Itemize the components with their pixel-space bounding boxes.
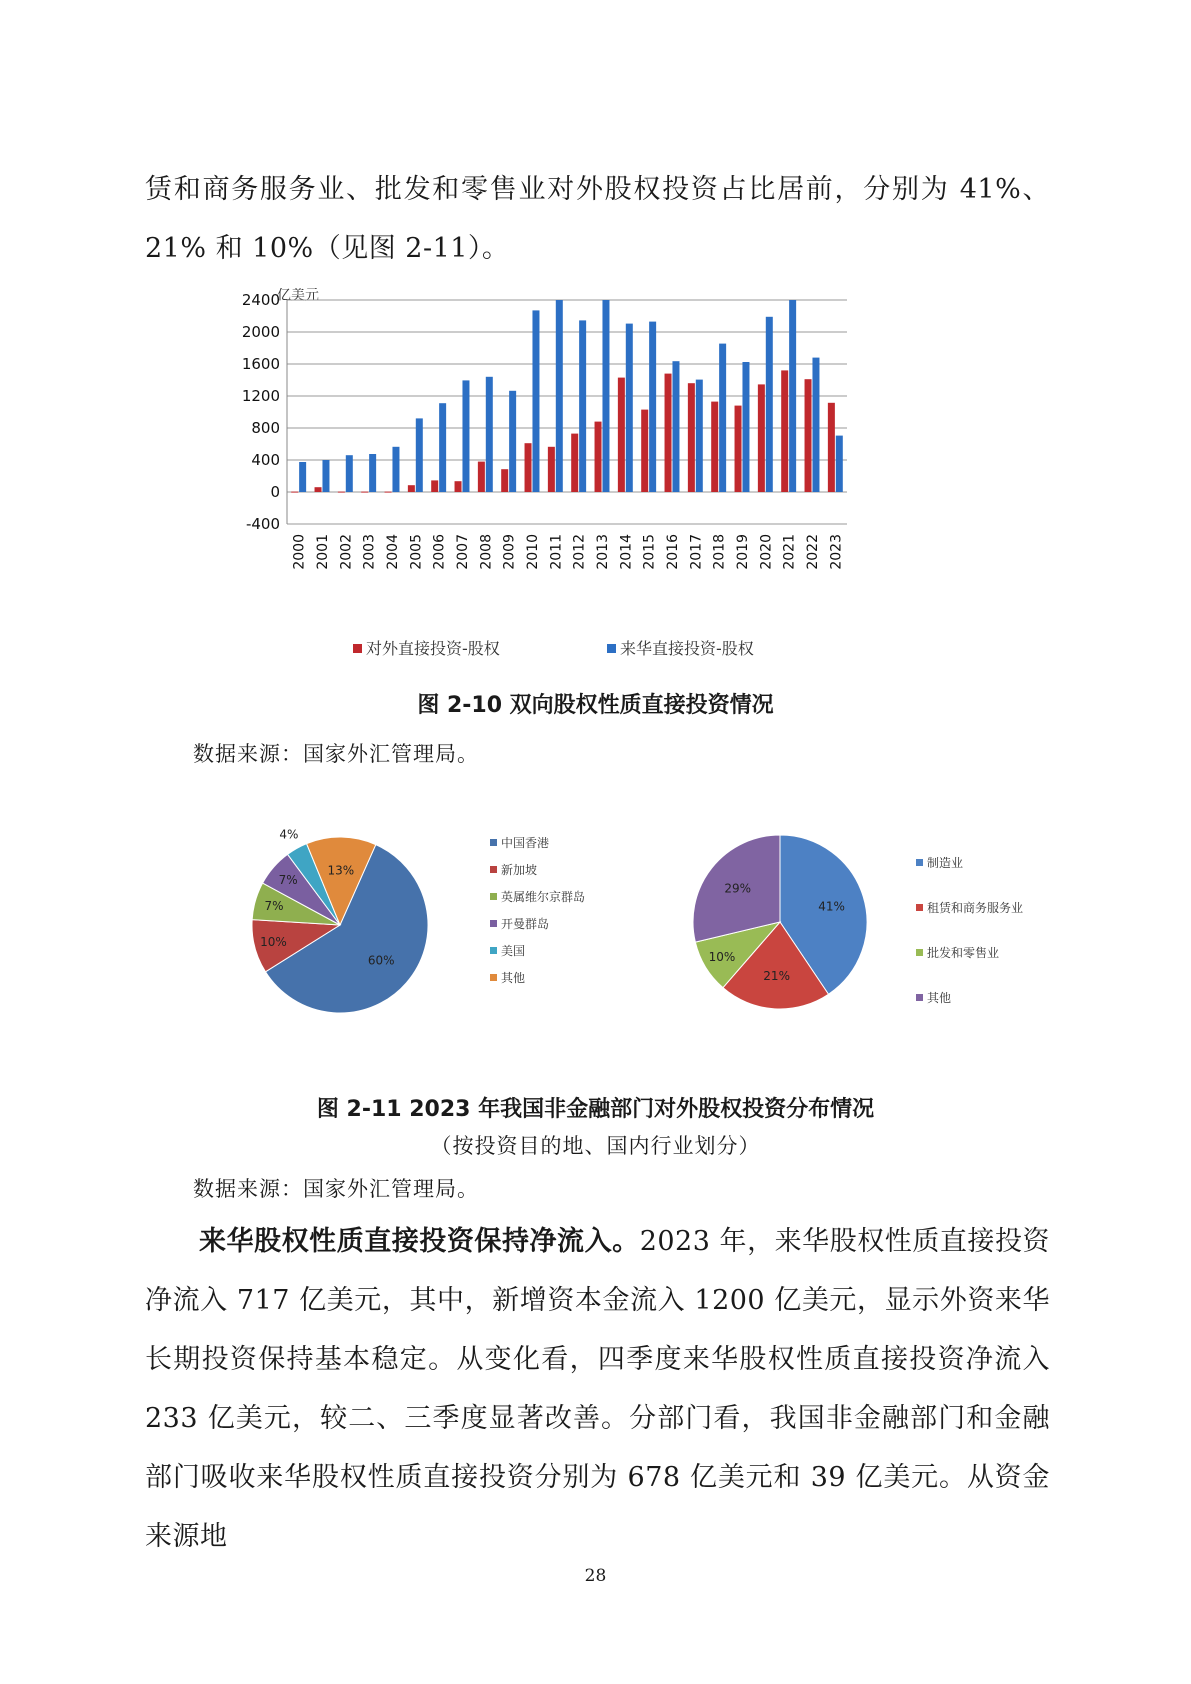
pie-value-label: 10% bbox=[708, 950, 736, 965]
bar-inward-2009 bbox=[509, 391, 516, 492]
pie-value-label: 41% bbox=[818, 899, 845, 914]
bar-inward-2015 bbox=[649, 322, 656, 492]
bar-inward-2013 bbox=[602, 300, 609, 492]
x-tick-label: 2000 bbox=[291, 534, 308, 570]
x-tick-label: 2022 bbox=[805, 534, 821, 570]
bar-inward-2018 bbox=[719, 344, 726, 492]
y-tick-label: 1200 bbox=[241, 387, 280, 405]
x-tick-label: 2020 bbox=[758, 534, 775, 570]
x-tick-label: 2021 bbox=[781, 534, 798, 570]
pie-value-label: 10% bbox=[260, 934, 287, 949]
bar-inward-2023 bbox=[836, 436, 843, 492]
figure-2-11-caption: 图 2-11 2023 年我国非金融部门对外股权投资分布情况 bbox=[316, 1097, 875, 1122]
x-tick-label: 2018 bbox=[711, 534, 728, 570]
legend-label: 其他 bbox=[927, 991, 952, 1005]
bar-outward-2006 bbox=[431, 480, 438, 492]
legend-label: 批发和零售业 bbox=[927, 946, 1000, 960]
x-tick-label: 2006 bbox=[431, 534, 448, 570]
paragraph-body: 2023 年，来华股权性质直接投资净流入 717 亿美元，其中，新增资本金流入 1200 亿美元，显示外资来华长期投资保持基本稳定。从变化看，四季度来华股权性质直接投资净流入 233 亿美元，较二、三季度显著改善。分部门看，我国非金融部门和金融部门吸收来华股权性质直接投资分别为 678 亿美元和 39 亿美元。从资金来源地 bbox=[145, 1226, 1050, 1552]
paragraph-top: 赁和商务服务业、批发和零售业对外股权投资占比居前，分别为 41%、21% 和 10%（见图 2-11）。 bbox=[145, 174, 1050, 264]
y-tick-label: 2400 bbox=[241, 291, 280, 309]
bar-inward-2021 bbox=[789, 300, 796, 492]
x-tick-label: 2016 bbox=[665, 534, 681, 570]
legend-swatch bbox=[490, 866, 497, 873]
pie-chart-destination bbox=[240, 805, 620, 1035]
bar-outward-2010 bbox=[525, 443, 532, 492]
x-tick-label: 2010 bbox=[525, 534, 541, 570]
bar-inward-2003 bbox=[369, 454, 376, 492]
x-tick-label: 2014 bbox=[618, 534, 635, 570]
bar-inward-2004 bbox=[392, 447, 399, 492]
y-tick-label: -400 bbox=[245, 515, 280, 533]
bar-inward-2020 bbox=[766, 317, 773, 492]
bar-outward-2008 bbox=[478, 462, 485, 492]
x-tick-label: 2011 bbox=[548, 534, 565, 570]
page-number: 28 bbox=[584, 1566, 607, 1586]
x-tick-label: 2017 bbox=[688, 534, 705, 570]
x-tick-label: 2004 bbox=[385, 534, 401, 570]
legend-label: 中国香港 bbox=[501, 836, 550, 850]
bar-inward-2017 bbox=[696, 380, 703, 492]
bar-outward-2021 bbox=[781, 370, 788, 492]
bar-inward-2007 bbox=[462, 380, 469, 492]
pie-value-label: 7% bbox=[278, 873, 298, 888]
bar-outward-2023 bbox=[828, 403, 835, 492]
bar-outward-2000 bbox=[291, 492, 298, 493]
bar-outward-2020 bbox=[758, 384, 765, 492]
bar-inward-2005 bbox=[416, 418, 423, 492]
bar-outward-2014 bbox=[618, 378, 625, 492]
legend-label: 租赁和商务服务业 bbox=[927, 901, 1024, 915]
x-tick-label: 2003 bbox=[361, 534, 378, 570]
pie-value-label: 4% bbox=[279, 827, 299, 842]
bar-outward-2009 bbox=[501, 469, 508, 492]
bar-inward-2001 bbox=[322, 460, 329, 492]
pie-value-label: 7% bbox=[264, 899, 284, 914]
x-tick-label: 2008 bbox=[478, 534, 495, 570]
legend-swatch bbox=[916, 904, 923, 911]
pie-value-label: 13% bbox=[327, 863, 355, 878]
bar-chart bbox=[235, 288, 975, 683]
legend-label: 英属维尔京群岛 bbox=[501, 890, 586, 904]
x-tick-label: 2001 bbox=[315, 534, 331, 570]
figure-2-11-source: 数据来源：国家外汇管理局。 bbox=[193, 1177, 479, 1201]
x-tick-label: 2005 bbox=[408, 534, 425, 570]
legend-swatch bbox=[916, 859, 923, 866]
bar-outward-2004 bbox=[385, 492, 392, 493]
pie-chart-industry bbox=[670, 805, 1070, 1035]
bar-outward-2016 bbox=[665, 374, 672, 492]
figure-2-11-subcaption: （按投资目的地、国内行业划分） bbox=[430, 1134, 761, 1158]
legend-label: 来华直接投资-股权 bbox=[620, 639, 754, 658]
legend-label: 对外直接投资-股权 bbox=[366, 639, 500, 658]
bar-outward-2018 bbox=[711, 402, 718, 492]
paragraph-bottom bbox=[145, 1212, 1050, 1566]
bar-outward-2017 bbox=[688, 383, 695, 492]
bar-outward-2022 bbox=[805, 379, 812, 492]
bar-inward-2012 bbox=[579, 320, 586, 492]
x-tick-label: 2002 bbox=[338, 534, 355, 570]
bar-outward-2013 bbox=[595, 422, 602, 492]
bar-inward-2010 bbox=[532, 310, 539, 492]
x-tick-label: 2015 bbox=[641, 534, 658, 570]
figure-2-10-caption: 图 2-10 双向股权性质直接投资情况 bbox=[417, 693, 774, 718]
legend-swatch bbox=[607, 644, 616, 653]
paragraph-lead: 来华股权性质直接投资保持净流入。 bbox=[199, 1226, 640, 1257]
bar-outward-2002 bbox=[338, 492, 345, 493]
y-axis-label: 亿美元 bbox=[277, 288, 319, 304]
legend-label: 制造业 bbox=[927, 856, 964, 870]
x-tick-label: 2007 bbox=[455, 534, 471, 570]
figure-2-10-source: 数据来源：国家外汇管理局。 bbox=[193, 742, 479, 766]
bar-outward-2001 bbox=[315, 487, 322, 492]
x-tick-label: 2013 bbox=[595, 534, 611, 570]
legend-label: 新加坡 bbox=[501, 863, 538, 877]
bar-inward-2008 bbox=[486, 377, 493, 492]
bar-inward-2016 bbox=[672, 361, 679, 492]
bar-outward-2011 bbox=[548, 447, 555, 492]
legend-swatch bbox=[353, 644, 362, 653]
legend-label: 开曼群岛 bbox=[501, 917, 550, 931]
pie-value-label: 60% bbox=[367, 953, 395, 968]
bar-outward-2012 bbox=[571, 434, 578, 492]
legend-swatch bbox=[916, 949, 923, 956]
bar-outward-2015 bbox=[641, 410, 648, 492]
legend-label: 其他 bbox=[501, 971, 526, 985]
y-tick-label: 1600 bbox=[241, 355, 280, 373]
y-tick-label: 0 bbox=[270, 483, 280, 501]
bar-outward-2007 bbox=[455, 481, 462, 492]
legend-swatch bbox=[490, 839, 497, 846]
y-tick-label: 800 bbox=[251, 419, 280, 437]
bar-inward-2006 bbox=[439, 403, 446, 492]
bar-inward-2000 bbox=[299, 462, 306, 492]
legend-swatch bbox=[490, 947, 497, 954]
x-tick-label: 2019 bbox=[735, 534, 751, 570]
legend-label: 美国 bbox=[501, 944, 526, 958]
x-tick-label: 2009 bbox=[501, 534, 518, 570]
bar-inward-2019 bbox=[742, 362, 749, 492]
y-tick-label: 2000 bbox=[241, 323, 280, 341]
bar-outward-2005 bbox=[408, 485, 415, 492]
pie-value-label: 29% bbox=[724, 881, 752, 896]
bar-outward-2019 bbox=[735, 406, 742, 492]
legend-swatch bbox=[490, 893, 497, 900]
bar-inward-2014 bbox=[626, 324, 633, 492]
x-tick-label: 2012 bbox=[571, 534, 588, 570]
legend-swatch bbox=[916, 994, 923, 1001]
pie-value-label: 21% bbox=[763, 968, 790, 983]
bar-inward-2022 bbox=[812, 358, 819, 492]
y-tick-label: 400 bbox=[251, 451, 280, 469]
bar-inward-2002 bbox=[346, 455, 353, 492]
legend-swatch bbox=[490, 974, 497, 981]
x-tick-label: 2023 bbox=[828, 534, 845, 570]
bar-inward-2011 bbox=[556, 300, 563, 492]
legend-swatch bbox=[490, 920, 497, 927]
bar-outward-2003 bbox=[361, 492, 368, 493]
